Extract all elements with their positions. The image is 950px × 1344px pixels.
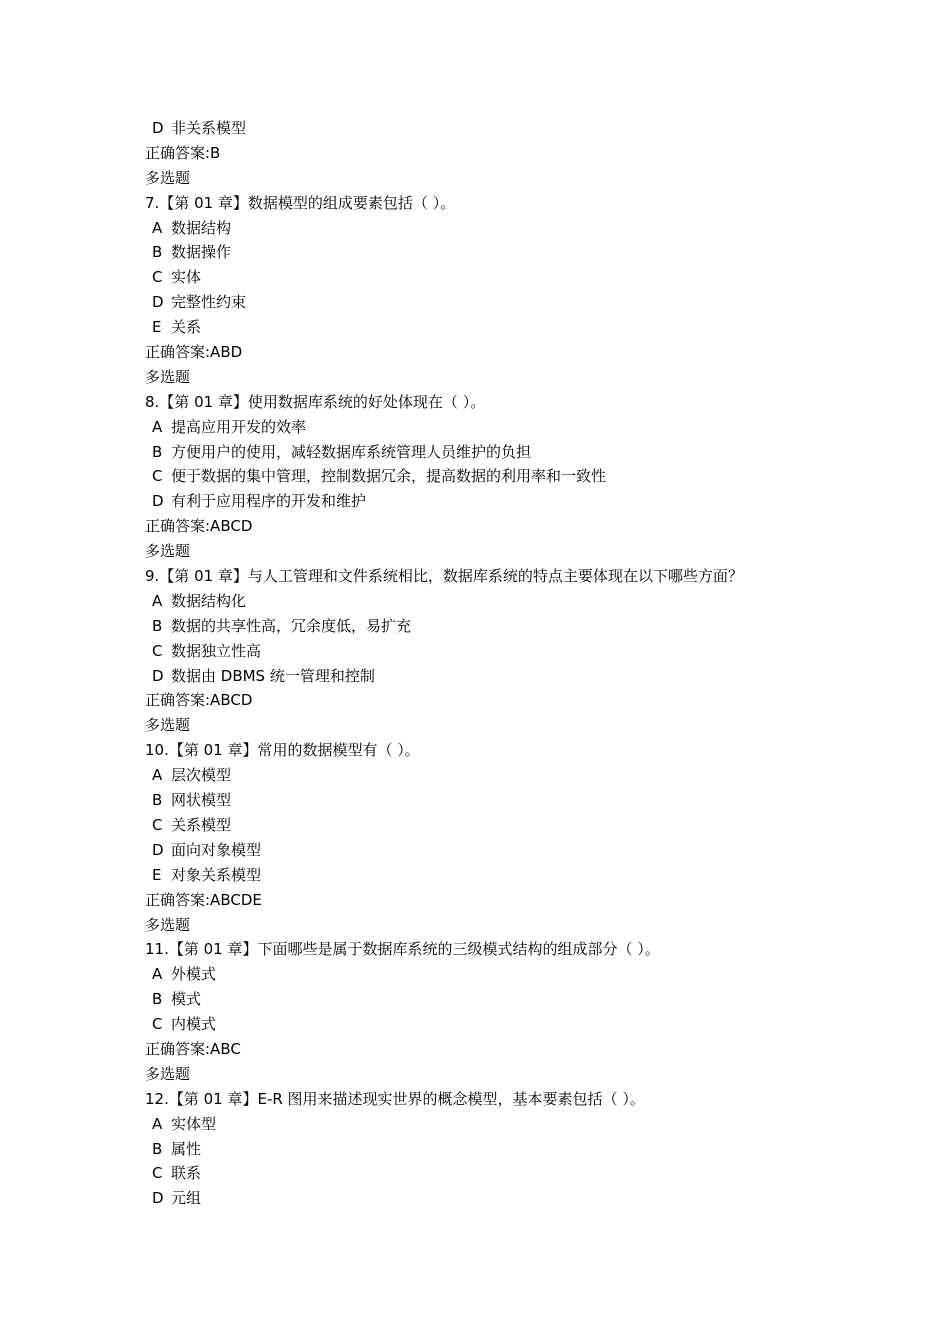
- option-letter: B: [152, 1139, 163, 1158]
- option-letter: E: [152, 865, 162, 884]
- option-line: [145, 315, 925, 340]
- question-text: 7.【第 01 章】数据模型的组成要素包括（ ）。: [145, 193, 456, 212]
- question-type: 多选题: [145, 915, 191, 934]
- option-text: 实体型: [171, 1114, 217, 1133]
- option-line: [145, 440, 925, 465]
- correct-answer: 正确答案:ABCDE: [145, 890, 262, 909]
- option-text: 模式: [171, 990, 202, 1009]
- option-letter: C: [152, 815, 163, 834]
- option-letter: A: [152, 591, 163, 610]
- document-body: [145, 116, 925, 1211]
- option-text: 实体: [171, 268, 202, 287]
- option-text: 数据结构: [171, 218, 232, 237]
- question-text: 9.【第 01 章】与人工管理和文件系统相比，数据库系统的特点主要体现在以下哪些方面？: [145, 567, 743, 586]
- option-text: 数据独立性高: [171, 641, 262, 660]
- option-line: [145, 763, 925, 788]
- option-letter: A: [152, 218, 163, 237]
- option-line: [145, 987, 925, 1012]
- option-letter: C: [152, 1015, 163, 1034]
- correct-answer: 正确答案:ABC: [145, 1039, 241, 1058]
- option-letter: D: [152, 119, 164, 137]
- option-text: 数据结构化: [171, 591, 247, 610]
- option-text: 元组: [171, 1189, 202, 1208]
- option-letter: C: [152, 467, 163, 486]
- option-text: 提高应用开发的效率: [171, 417, 307, 436]
- option-letter: C: [152, 268, 163, 287]
- option-letter: D: [152, 492, 164, 511]
- option-text: 属性: [171, 1139, 202, 1158]
- question-type: 多选题: [145, 1064, 191, 1083]
- option-line: [145, 1012, 925, 1037]
- option-text: 便于数据的集中管理，控制数据冗余，提高数据的利用率和一致性: [171, 467, 607, 486]
- option-line: [145, 813, 925, 838]
- option-letter: B: [152, 791, 163, 810]
- option-text: 非关系模型: [171, 119, 247, 137]
- option-line: [145, 290, 925, 315]
- option-line: [145, 838, 925, 863]
- question-text: 8.【第 01 章】使用数据库系统的好处体现在（ ）。: [145, 392, 486, 411]
- correct-answer: 正确答案:B: [145, 143, 221, 162]
- option-text: 外模式: [171, 965, 217, 984]
- option-letter: C: [152, 1164, 163, 1183]
- option-line: [145, 639, 925, 664]
- option-letter: B: [152, 243, 163, 262]
- option-text: 数据操作: [171, 243, 232, 262]
- option-line: [145, 240, 925, 265]
- question-type: 多选题: [145, 542, 191, 561]
- option-text: 网状模型: [171, 791, 232, 810]
- option-line: [145, 489, 925, 514]
- option-line: [145, 788, 925, 813]
- question-type: 多选题: [145, 168, 191, 187]
- option-line: [145, 464, 925, 489]
- option-letter: D: [152, 1189, 164, 1208]
- question-type: 多选题: [145, 367, 191, 386]
- option-letter: D: [152, 666, 164, 685]
- option-text: 数据的共享性高，冗余度低，易扩充: [171, 616, 412, 635]
- correct-answer: 正确答案:ABCD: [145, 691, 253, 710]
- option-letter: D: [152, 840, 164, 859]
- option-letter: B: [152, 442, 163, 461]
- option-letter: B: [152, 990, 163, 1009]
- option-line: [145, 1186, 925, 1211]
- option-letter: A: [152, 417, 163, 436]
- option-letter: E: [152, 318, 162, 337]
- option-line: [145, 216, 925, 241]
- option-letter: B: [152, 616, 163, 635]
- option-letter: A: [152, 766, 163, 785]
- option-line: [145, 962, 925, 987]
- option-line: [145, 863, 925, 888]
- option-line: [145, 415, 925, 440]
- question-text: 12.【第 01 章】E-R 图用来描述现实世界的概念模型，基本要素包括（ ）。: [145, 1089, 645, 1108]
- option-line: [145, 589, 925, 614]
- option-text: 关系: [171, 318, 202, 337]
- option-text: 对象关系模型: [171, 865, 262, 884]
- correct-answer: 正确答案:ABCD: [145, 517, 253, 536]
- option-line: [145, 1161, 925, 1186]
- option-text: 面向对象模型: [171, 840, 262, 859]
- option-text: 联系: [171, 1164, 202, 1183]
- option-line: [145, 614, 925, 639]
- question-text: 10.【第 01 章】常用的数据模型有（ ）。: [145, 741, 420, 760]
- option-letter: C: [152, 641, 163, 660]
- option-text: 内模式: [171, 1015, 217, 1034]
- correct-answer: 正确答案:ABD: [145, 343, 243, 362]
- option-text: 关系模型: [171, 815, 232, 834]
- option-letter: D: [152, 293, 164, 312]
- option-text: 完整性约束: [171, 293, 247, 312]
- option-text: 层次模型: [171, 766, 232, 785]
- option-text: 数据由 DBMS 统一管理和控制: [171, 666, 375, 685]
- option-line: [145, 1137, 925, 1162]
- option-line: [145, 664, 925, 689]
- option-line: [145, 116, 925, 141]
- option-line: [145, 1112, 925, 1137]
- question-type: 多选题: [145, 716, 191, 735]
- option-text: 有利于应用程序的开发和维护: [171, 492, 367, 511]
- question-text: 11.【第 01 章】下面哪些是属于数据库系统的三级模式结构的组成部分（ ）。: [145, 940, 660, 959]
- option-text: 方便用户的使用，减轻数据库系统管理人员维护的负担: [171, 442, 532, 461]
- option-letter: A: [152, 965, 163, 984]
- option-line: [145, 265, 925, 290]
- option-letter: A: [152, 1114, 163, 1133]
